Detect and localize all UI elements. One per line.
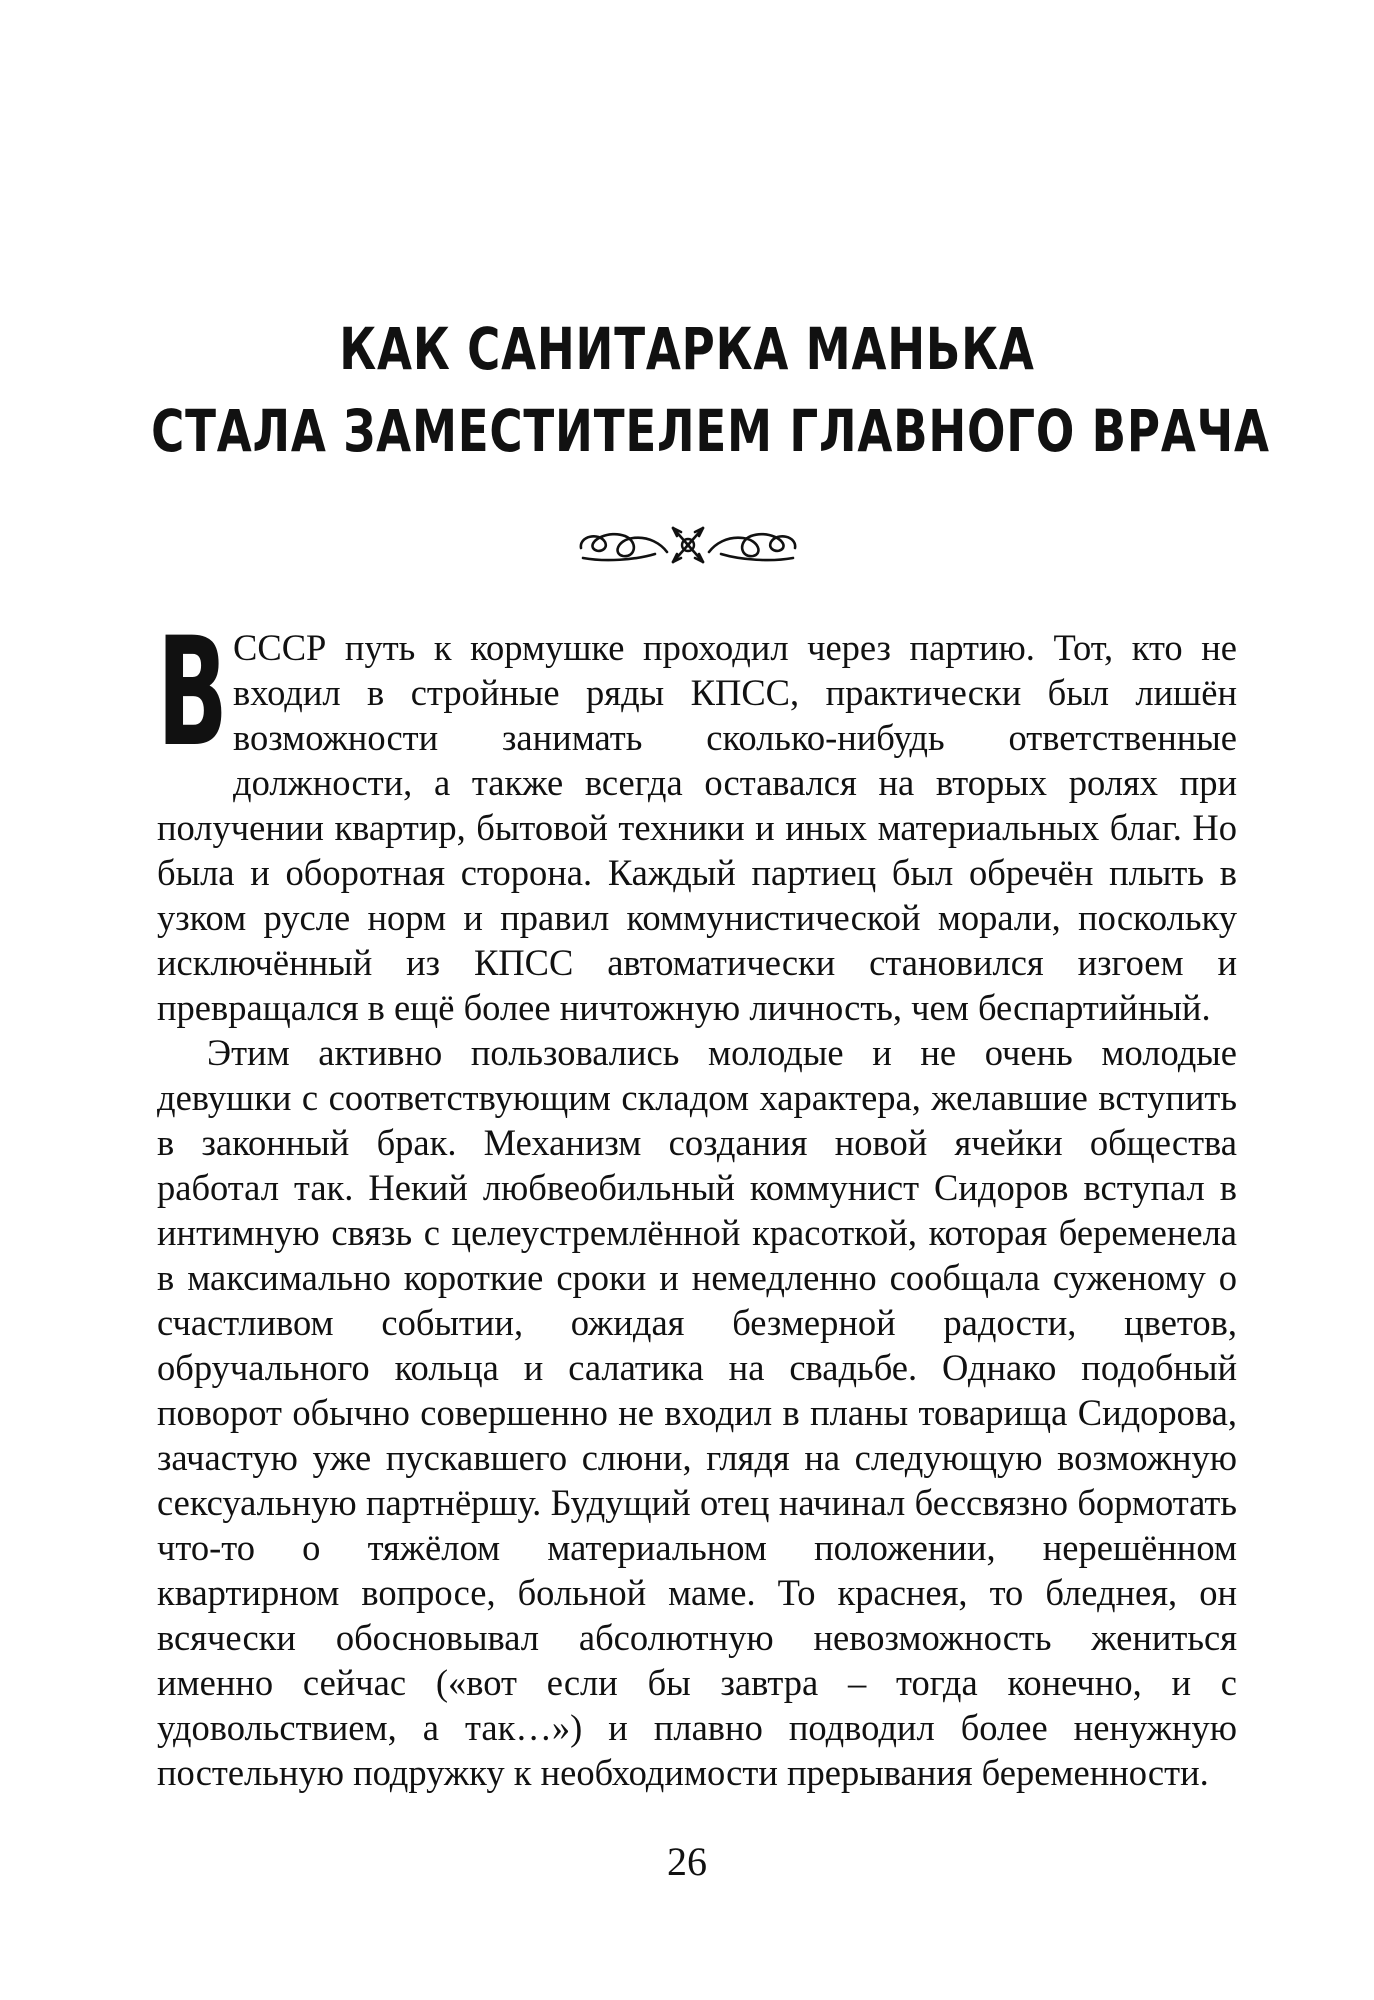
chapter-title [151,308,1270,472]
chapter-body [157,606,1237,1795]
paragraph-1-text: СССР путь к кормушке проходил через партию. Тот, кто не входил в стройные ряды КПСС, практически был лишён возможности занимать сколько-нибудь ответственные должности, а также всегда оставался на вторых ролях при получении квартир, бытовой техники и иных материальных благ. Но была и оборотная сторона. Каждый партиец был обречён плыть в узком русле норм и правил коммунистической морали, поскольку исключённый из КПСС автоматически становился изгоем и превращался в ещё более ничтожную личность, чем беспартийный. [157,627,1237,1028]
chapter-title-line-2: СТАЛА ЗАМЕСТИТЕЛЕМ ГЛАВНОГО ВРАЧА [151,397,1270,465]
paragraph-1 [157,606,1237,1030]
paragraph-2: Этим активно пользовались молодые и не очень молодые девушки с соответствующим складом характера, желавшие вступить в законный брак. Механизм создания новой ячейки общества работал так. Некий любвеобильный коммунист Сидоров вступал в интимную связь с целеустремлённой красоткой, которая беременела в максимально короткие сроки и немедленно сообщала суженому о счастливом событии, ожидая безмерной радости, цветов, обручального кольца и салатика на свадьбе. Однако подобный поворот обычно совершенно не входил в планы товарища Сидорова, зачастую уже пускавшего слюни, глядя на следующую возможную сексуальную партнёршу. Будущий отец начинал бессвязно бормотать что-то о тяжёлом материальном положении, нерешённом квартирном вопросе, больной маме. То краснея, то бледнея, он всячески обосновывал абсолютную невозможность жениться именно сейчас («вот если бы завтра – тогда конечно, и с удовольствием, а так…») и плавно подводил более ненужную постельную подружку к необходимости прерывания беременности. [157,1032,1237,1793]
drop-cap: В [157,606,228,780]
chapter-title-line-1: КАК САНИТАРКА МАНЬКА [339,315,1035,383]
flourish-ornament-icon [575,518,801,570]
page-number: 26 [667,1839,707,1884]
